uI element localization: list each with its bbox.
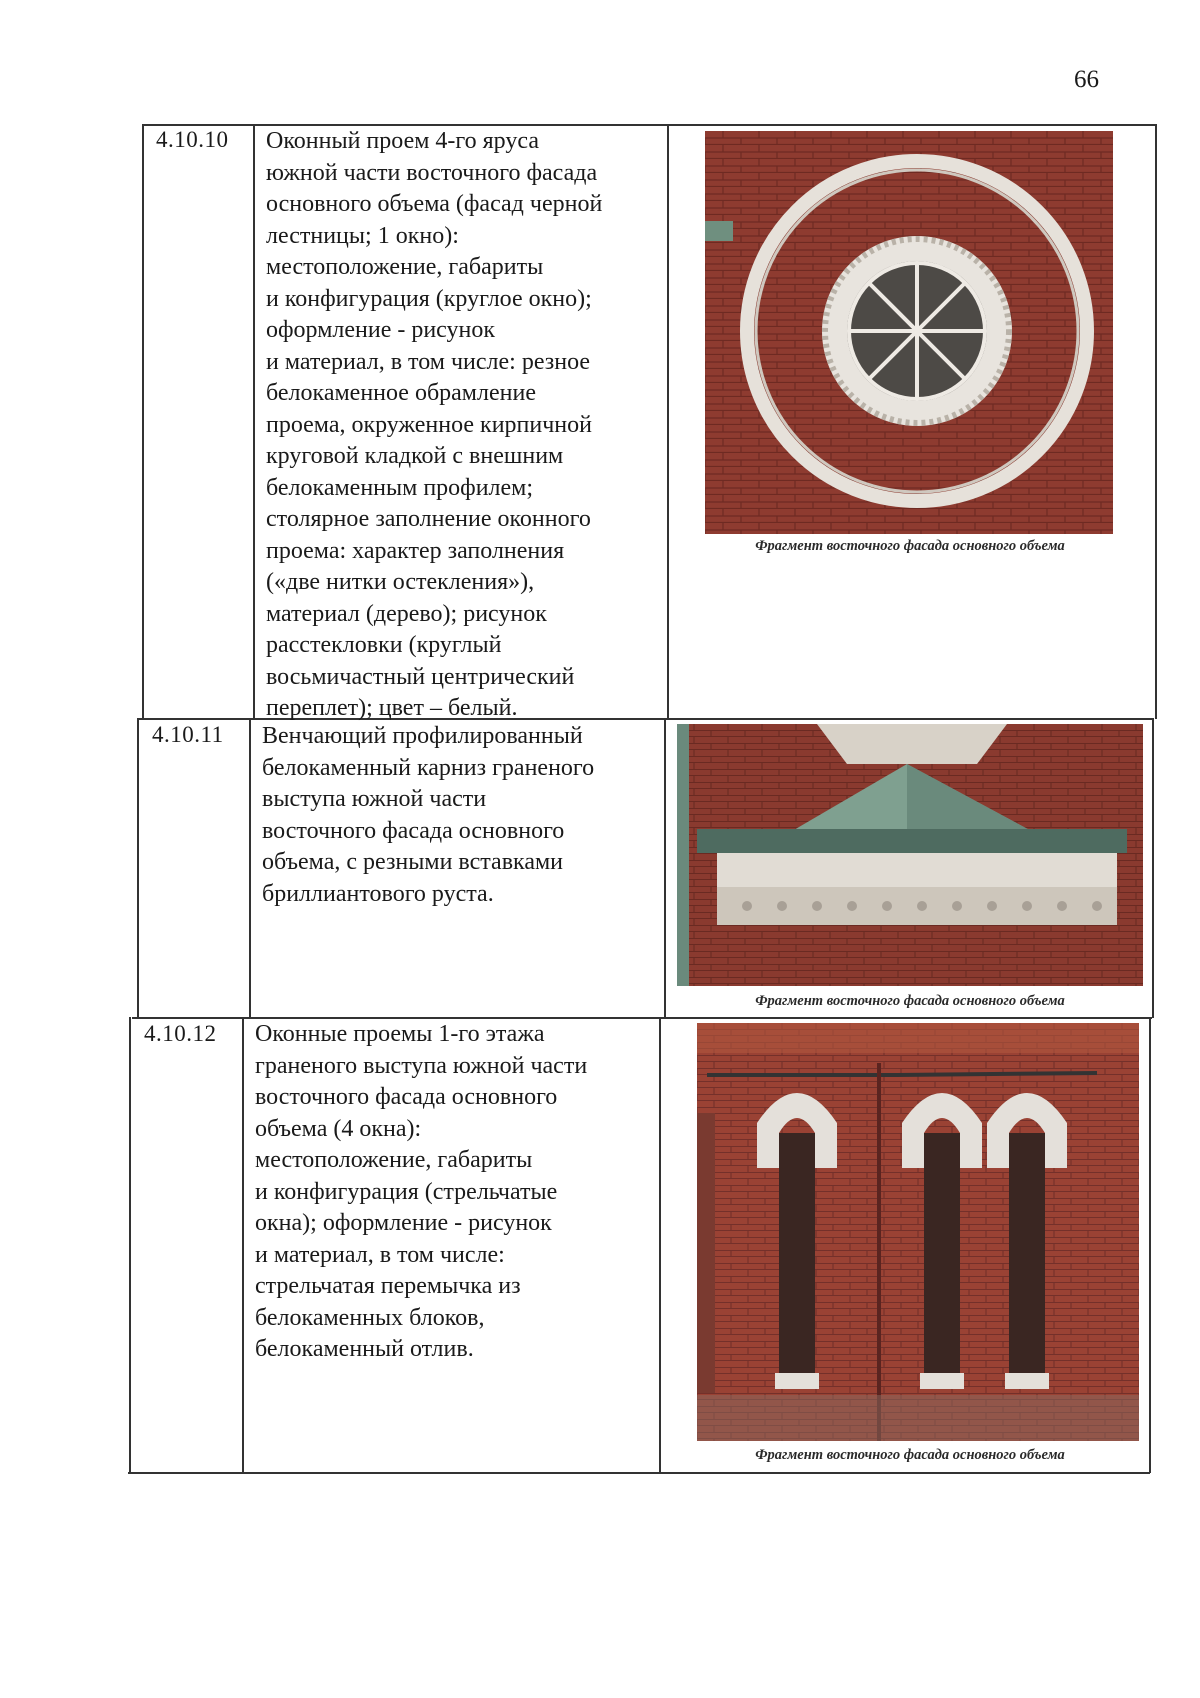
text-col-border: [659, 1017, 661, 1473]
table-right-border: [1149, 1017, 1151, 1473]
row-description: Оконные проемы 1-го этажа граненого выступа южной части восточного фасада основного объема (4 окна): местоположение, габариты и конфигурация (стрельчатые окна); оформление - рисунок и материал, в том числе: стрельчатая перемычка из белокаменных блоков, белокаменный отлив.: [255, 1021, 588, 1362]
row-number: 4.10.11: [152, 722, 224, 747]
pointed-windows-photo: [697, 1023, 1139, 1441]
table-right-border: [1155, 124, 1157, 719]
text-col-border: [667, 124, 669, 719]
row-description: Венчающий профилированный белокаменный карниз граненого выступа южной части восточного фасада основного объема, с резными вставками бриллиантового руста.: [262, 723, 595, 907]
table-left-border: [142, 124, 144, 719]
table-left-border: [129, 1017, 131, 1473]
row-number: 4.10.10: [156, 127, 229, 152]
num-col-border: [249, 718, 251, 1018]
table-left-border: [137, 718, 139, 1018]
num-col-border: [242, 1017, 244, 1473]
photo-caption: Фрагмент восточного фасада основного объема: [755, 1447, 1065, 1463]
page-number: 66: [1074, 66, 1099, 93]
round-window-photo: [705, 131, 1113, 534]
photo-caption: Фрагмент восточного фасада основного объема: [755, 993, 1065, 1009]
row-number: 4.10.12: [144, 1021, 217, 1046]
num-col-border: [253, 124, 255, 719]
cornice-photo: [677, 724, 1143, 986]
row-description: Оконный проем 4-го яруса южной части восточного фасада основного объема (фасад черной лестницы; 1 окно): местоположение, габариты и конфигурация (круглое окно); оформление - рисунок и материал, в том числе: резное белокаменное обрамление проема, окруженное кирпичной круговой кладкой с внешним белокаменным профилем; столярное заполнение оконного проема: характер заполнения («две нитки остекления»), материал (дерево); рисунок расстекловки (круглый восьмичастный центрический переплет); цвет – белый.: [266, 128, 603, 721]
photo-caption: Фрагмент восточного фасада основного объема: [755, 538, 1065, 554]
table-right-border: [1152, 718, 1154, 1018]
text-col-border: [664, 718, 666, 1018]
table-bottom-border: [128, 1472, 1150, 1474]
